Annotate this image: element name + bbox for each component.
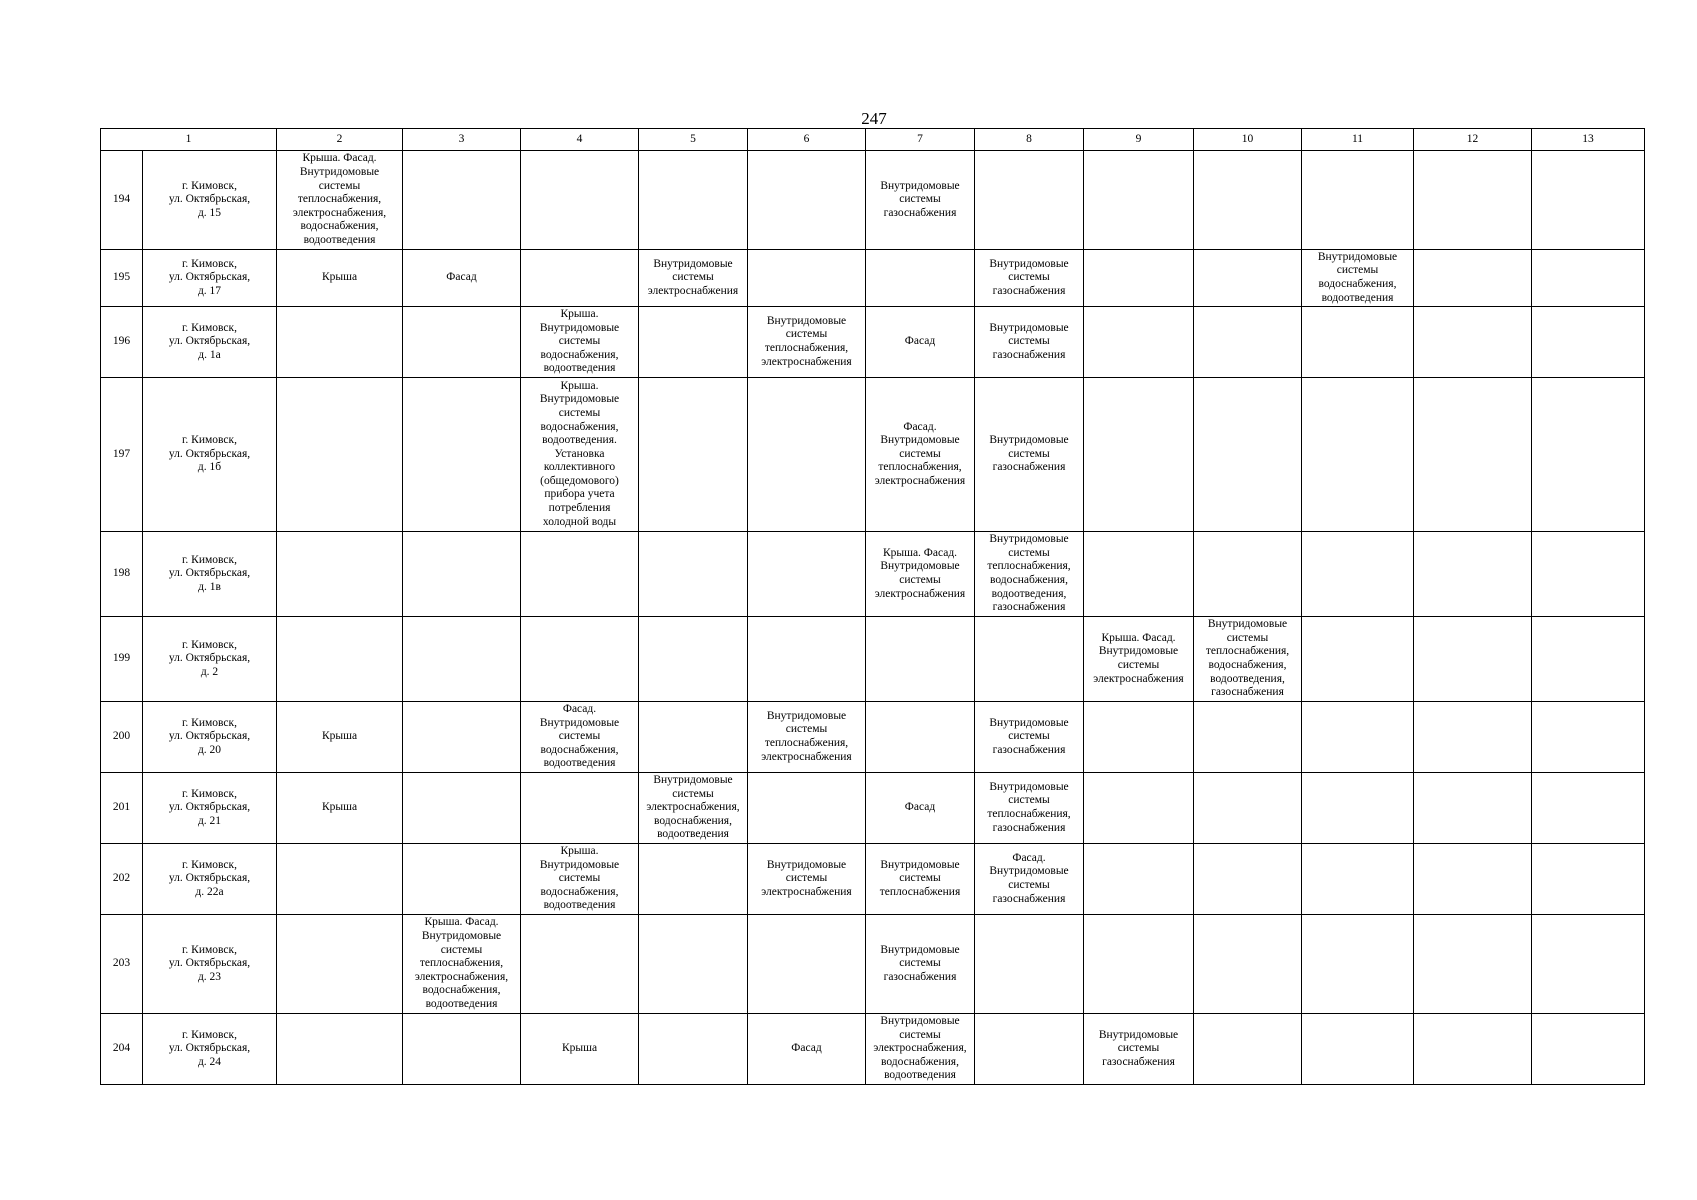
work-cell xyxy=(639,1014,748,1085)
work-cell: Внутридомовые системы электроснабжения, водоснабжения, водоотведения xyxy=(866,1014,975,1085)
column-header: 13 xyxy=(1532,129,1645,151)
column-header: 12 xyxy=(1414,129,1532,151)
work-cell xyxy=(1302,773,1414,844)
table-row xyxy=(101,307,1645,378)
work-cell xyxy=(1194,532,1302,617)
work-cell xyxy=(1302,915,1414,1014)
work-cell: Фасад xyxy=(866,307,975,378)
row-number: 201 xyxy=(101,773,143,844)
work-cell xyxy=(1084,378,1194,532)
work-cell xyxy=(1414,307,1532,378)
table-body xyxy=(101,151,1645,1085)
work-cell xyxy=(1302,532,1414,617)
work-cell: Внутридомовые системы теплоснабжения, газоснабжения xyxy=(975,773,1084,844)
work-cell xyxy=(1194,250,1302,307)
work-cell: Внутридомовые системы газоснабжения xyxy=(866,151,975,250)
row-number: 200 xyxy=(101,702,143,773)
work-cell xyxy=(1532,617,1645,702)
column-header: 11 xyxy=(1302,129,1414,151)
work-cell: Внутридомовые системы теплоснабжения, водоснабжения, водоотведения, газоснабжения xyxy=(975,532,1084,617)
table-row xyxy=(101,844,1645,915)
work-cell xyxy=(1532,151,1645,250)
work-cell xyxy=(403,151,521,250)
work-cell xyxy=(1084,915,1194,1014)
work-cell xyxy=(1532,378,1645,532)
work-cell: Фасад xyxy=(403,250,521,307)
work-cell: Внутридомовые системы теплоснабжения, водоснабжения, водоотведения, газоснабжения xyxy=(1194,617,1302,702)
work-cell xyxy=(1302,617,1414,702)
work-cell xyxy=(639,307,748,378)
work-cell xyxy=(1084,307,1194,378)
work-cell xyxy=(1084,844,1194,915)
work-cell: Внутридомовые системы теплоснабжения xyxy=(866,844,975,915)
work-cell xyxy=(1414,378,1532,532)
table-row xyxy=(101,1014,1645,1085)
work-cell xyxy=(748,915,866,1014)
work-cell xyxy=(1414,532,1532,617)
row-number: 197 xyxy=(101,378,143,532)
column-header: 2 xyxy=(277,129,403,151)
column-number-header-row xyxy=(101,129,1645,151)
work-cell xyxy=(277,915,403,1014)
work-cell xyxy=(403,1014,521,1085)
column-header: 1 xyxy=(101,129,277,151)
address-cell: г. Кимовск, ул. Октябрьская, д. 1б xyxy=(143,378,277,532)
work-cell xyxy=(277,532,403,617)
work-cell xyxy=(1194,151,1302,250)
work-cell xyxy=(1414,844,1532,915)
work-cell xyxy=(1532,915,1645,1014)
table-row xyxy=(101,702,1645,773)
work-cell: Крыша. Внутридомовые системы водоснабжения, водоотведения xyxy=(521,307,639,378)
work-cell: Фасад. Внутридомовые системы водоснабжения, водоотведения xyxy=(521,702,639,773)
work-cell xyxy=(1302,378,1414,532)
work-cell: Фасад. Внутридомовые системы газоснабжения xyxy=(975,844,1084,915)
work-cell xyxy=(403,702,521,773)
address-cell: г. Кимовск, ул. Октябрьская, д. 1в xyxy=(143,532,277,617)
work-cell xyxy=(1532,1014,1645,1085)
work-cell xyxy=(639,617,748,702)
work-cell xyxy=(1084,532,1194,617)
work-cell xyxy=(1414,773,1532,844)
work-cell xyxy=(277,844,403,915)
work-cell: Внутридомовые системы водоснабжения, водоотведения xyxy=(1302,250,1414,307)
work-cell xyxy=(403,307,521,378)
address-cell: г. Кимовск, ул. Октябрьская, д. 24 xyxy=(143,1014,277,1085)
work-cell xyxy=(521,617,639,702)
work-cell xyxy=(639,844,748,915)
table-row xyxy=(101,915,1645,1014)
work-cell xyxy=(866,702,975,773)
work-cell: Внутридомовые системы газоснабжения xyxy=(975,378,1084,532)
work-cell xyxy=(1194,702,1302,773)
work-cell: Крыша. Внутридомовые системы водоснабжения, водоотведения. Установка коллективного (общедомового) прибора учета потребления холодной воды xyxy=(521,378,639,532)
work-cell xyxy=(639,532,748,617)
work-cell xyxy=(1414,915,1532,1014)
work-cell: Внутридомовые системы электроснабжения xyxy=(639,250,748,307)
address-cell: г. Кимовск, ул. Октябрьская, д. 23 xyxy=(143,915,277,1014)
work-cell xyxy=(1532,250,1645,307)
address-cell: г. Кимовск, ул. Октябрьская, д. 21 xyxy=(143,773,277,844)
column-header: 7 xyxy=(866,129,975,151)
work-cell xyxy=(639,915,748,1014)
work-cell xyxy=(748,617,866,702)
row-number: 202 xyxy=(101,844,143,915)
page-number: 247 xyxy=(861,109,887,128)
work-cell xyxy=(748,151,866,250)
work-cell xyxy=(1532,702,1645,773)
work-cell xyxy=(277,307,403,378)
work-cell xyxy=(1414,617,1532,702)
work-cell xyxy=(403,532,521,617)
work-cell xyxy=(639,151,748,250)
work-cell xyxy=(1302,702,1414,773)
address-cell: г. Кимовск, ул. Октябрьская, д. 17 xyxy=(143,250,277,307)
column-header: 5 xyxy=(639,129,748,151)
work-cell xyxy=(1194,915,1302,1014)
work-cell: Крыша xyxy=(521,1014,639,1085)
work-cell xyxy=(975,1014,1084,1085)
address-cell: г. Кимовск, ул. Октябрьская, д. 20 xyxy=(143,702,277,773)
work-cell xyxy=(1194,773,1302,844)
work-cell xyxy=(1532,532,1645,617)
address-cell: г. Кимовск, ул. Октябрьская, д. 2 xyxy=(143,617,277,702)
repair-schedule-table xyxy=(100,128,1645,1085)
work-cell: Внутридомовые системы газоснабжения xyxy=(975,702,1084,773)
address-cell: г. Кимовск, ул. Октябрьская, д. 22а xyxy=(143,844,277,915)
work-cell: Внутридомовые системы теплоснабжения, электроснабжения xyxy=(748,702,866,773)
work-cell xyxy=(639,702,748,773)
work-cell: Внутридомовые системы теплоснабжения, электроснабжения xyxy=(748,307,866,378)
work-cell xyxy=(403,617,521,702)
work-cell xyxy=(748,532,866,617)
work-cell xyxy=(1194,307,1302,378)
work-cell: Фасад xyxy=(748,1014,866,1085)
table-row xyxy=(101,532,1645,617)
work-cell xyxy=(1084,702,1194,773)
work-cell xyxy=(1194,378,1302,532)
work-cell xyxy=(1084,151,1194,250)
table-row xyxy=(101,617,1645,702)
column-header: 8 xyxy=(975,129,1084,151)
work-cell xyxy=(975,151,1084,250)
work-cell xyxy=(866,617,975,702)
work-cell xyxy=(403,773,521,844)
row-number: 198 xyxy=(101,532,143,617)
row-number: 199 xyxy=(101,617,143,702)
work-cell xyxy=(1532,307,1645,378)
work-cell xyxy=(1302,1014,1414,1085)
work-cell: Внутридомовые системы электроснабжения, водоснабжения, водоотведения xyxy=(639,773,748,844)
work-cell xyxy=(521,151,639,250)
work-cell xyxy=(277,378,403,532)
work-cell xyxy=(1194,844,1302,915)
work-cell xyxy=(521,532,639,617)
row-number: 195 xyxy=(101,250,143,307)
table-row xyxy=(101,773,1645,844)
work-cell xyxy=(1302,307,1414,378)
work-cell xyxy=(748,378,866,532)
work-cell xyxy=(521,915,639,1014)
work-cell: Внутридомовые системы газоснабжения xyxy=(866,915,975,1014)
column-header: 4 xyxy=(521,129,639,151)
work-cell: Фасад. Внутридомовые системы теплоснабжения, электроснабжения xyxy=(866,378,975,532)
work-cell xyxy=(1194,1014,1302,1085)
column-header: 9 xyxy=(1084,129,1194,151)
work-cell: Внутридомовые системы газоснабжения xyxy=(1084,1014,1194,1085)
work-cell xyxy=(975,617,1084,702)
work-cell xyxy=(277,1014,403,1085)
work-cell xyxy=(403,378,521,532)
row-number: 194 xyxy=(101,151,143,250)
work-cell xyxy=(1084,250,1194,307)
work-cell xyxy=(1532,844,1645,915)
table-row xyxy=(101,151,1645,250)
work-cell xyxy=(1302,844,1414,915)
address-cell: г. Кимовск, ул. Октябрьская, д. 1а xyxy=(143,307,277,378)
work-cell xyxy=(748,250,866,307)
work-cell xyxy=(1414,250,1532,307)
work-cell xyxy=(866,250,975,307)
address-cell: г. Кимовск, ул. Октябрьская, д. 15 xyxy=(143,151,277,250)
work-cell: Крыша. Фасад. Внутридомовые системы электроснабжения xyxy=(866,532,975,617)
row-number: 196 xyxy=(101,307,143,378)
work-cell xyxy=(1414,702,1532,773)
work-cell xyxy=(521,773,639,844)
work-cell xyxy=(1414,1014,1532,1085)
table-row xyxy=(101,250,1645,307)
work-cell: Крыша xyxy=(277,250,403,307)
work-cell: Крыша. Фасад. Внутридомовые системы теплоснабжения, электроснабжения, водоснабжения, водоотведения xyxy=(277,151,403,250)
work-cell xyxy=(975,915,1084,1014)
work-cell xyxy=(403,844,521,915)
work-cell: Крыша. Фасад. Внутридомовые системы электроснабжения xyxy=(1084,617,1194,702)
work-cell: Внутридомовые системы газоснабжения xyxy=(975,307,1084,378)
work-cell: Фасад xyxy=(866,773,975,844)
work-cell xyxy=(1532,773,1645,844)
work-cell xyxy=(521,250,639,307)
work-cell: Крыша. Внутридомовые системы водоснабжения, водоотведения xyxy=(521,844,639,915)
row-number: 204 xyxy=(101,1014,143,1085)
work-cell: Крыша xyxy=(277,773,403,844)
work-cell xyxy=(639,378,748,532)
column-header: 3 xyxy=(403,129,521,151)
column-header: 10 xyxy=(1194,129,1302,151)
work-cell: Крыша. Фасад. Внутридомовые системы теплоснабжения, электроснабжения, водоснабжения, водоотведения xyxy=(403,915,521,1014)
work-cell xyxy=(277,617,403,702)
table-row xyxy=(101,378,1645,532)
work-cell xyxy=(1084,773,1194,844)
work-cell xyxy=(1414,151,1532,250)
work-cell: Крыша xyxy=(277,702,403,773)
work-cell: Внутридомовые системы газоснабжения xyxy=(975,250,1084,307)
column-header: 6 xyxy=(748,129,866,151)
work-cell xyxy=(748,773,866,844)
row-number: 203 xyxy=(101,915,143,1014)
work-cell xyxy=(1302,151,1414,250)
work-cell: Внутридомовые системы электроснабжения xyxy=(748,844,866,915)
